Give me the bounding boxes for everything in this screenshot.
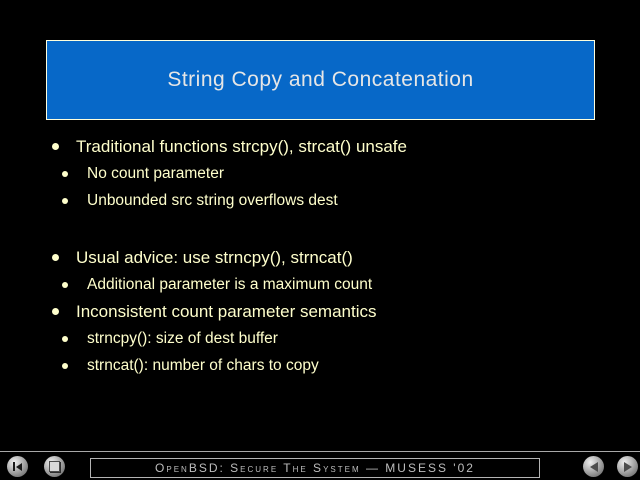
bullet-text: Unbounded src string overflows dest <box>87 191 338 209</box>
next-icon <box>624 462 632 472</box>
bullet-icon <box>62 282 68 288</box>
previous-icon <box>590 462 598 472</box>
bullet-text: Traditional functions strcpy(), strcat() unsafe <box>76 136 407 156</box>
bullet-text: strncat(): number of chars to copy <box>87 356 319 374</box>
bullet-item <box>0 244 640 271</box>
bullet-text: Inconsistent count parameter semantics <box>76 301 377 321</box>
slide-title-box <box>46 40 595 120</box>
previous-slide-button[interactable] <box>583 456 604 477</box>
go-first-button[interactable] <box>7 456 28 477</box>
bullet-icon <box>62 363 68 369</box>
bullet-text: No count parameter <box>87 164 224 182</box>
bullet-text: Usual advice: use strncpy(), strncat() <box>76 247 353 267</box>
bullet-icon <box>62 171 68 177</box>
bullet-text: strncpy(): size of dest buffer <box>87 329 278 347</box>
bullet-item <box>0 187 640 214</box>
bullet-icon <box>62 336 68 342</box>
bullet-item <box>0 352 640 379</box>
bullet-item <box>0 160 640 187</box>
stop-button[interactable] <box>44 456 65 477</box>
slide-title: String Copy and Concatenation <box>167 68 474 91</box>
bullet-icon <box>52 308 59 315</box>
bullet-group <box>0 244 640 379</box>
status-bar <box>90 458 540 478</box>
bullet-text: Additional parameter is a maximum count <box>87 275 373 293</box>
bullet-item <box>0 271 640 298</box>
next-slide-button[interactable] <box>617 456 638 477</box>
bullet-item <box>0 133 640 160</box>
bullet-item <box>0 325 640 352</box>
bullet-group <box>0 133 640 214</box>
bullet-icon <box>52 143 59 150</box>
bullet-item <box>0 298 640 325</box>
status-text: OpenBSD: Secure The System — MUSESS '02 <box>155 461 475 475</box>
bullet-icon <box>62 198 68 204</box>
go-first-icon <box>13 462 22 471</box>
stop-icon <box>49 461 60 472</box>
bullet-icon <box>52 254 59 261</box>
footer-separator <box>0 451 640 452</box>
bullet-list <box>0 133 640 379</box>
